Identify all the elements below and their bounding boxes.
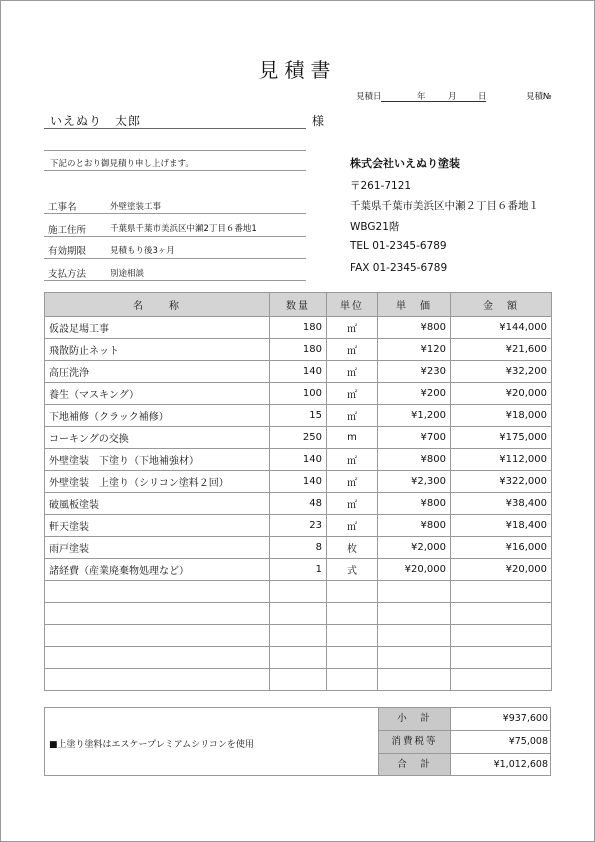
item-unit-price-cell: ¥20,000 <box>378 559 451 581</box>
item-name-cell: 飛散防止ネット <box>45 339 270 361</box>
item-quantity-cell: 48 <box>270 493 327 515</box>
item-quantity-cell: 140 <box>270 361 327 383</box>
item-unit-price-cell <box>378 669 451 691</box>
info-rule <box>44 258 306 259</box>
item-unit-price-cell: ¥2,000 <box>378 537 451 559</box>
document-title: 見積書 <box>258 58 337 82</box>
item-unit-price-cell <box>378 603 451 625</box>
item-unit-cell: m <box>327 427 378 449</box>
column-header-unit: 単位 <box>327 293 378 317</box>
info-rule <box>44 213 306 214</box>
item-quantity-cell <box>270 669 327 691</box>
item-name-cell <box>45 581 270 603</box>
item-unit-cell <box>327 603 378 625</box>
item-name-cell: 外壁塗装 下塗り（下地補強材） <box>45 449 270 471</box>
item-amount-cell <box>451 581 552 603</box>
column-header-amount: 金 額 <box>451 293 552 317</box>
item-unit-price-cell <box>378 647 451 669</box>
estimate-number-label: 見積№ <box>526 92 552 102</box>
item-amount-cell <box>451 669 552 691</box>
table-row <box>45 647 552 669</box>
info-label-validity: 有効期限 <box>48 246 87 257</box>
company-address-line1: 千葉県千葉市美浜区中瀬２丁目６番地１ <box>350 200 539 212</box>
item-amount-cell: ¥38,400 <box>451 493 552 515</box>
day-label: 日 <box>478 92 487 102</box>
item-amount-cell <box>451 625 552 647</box>
item-unit-price-cell: ¥120 <box>378 339 451 361</box>
item-amount-cell <box>451 603 552 625</box>
item-unit-price-cell: ¥800 <box>378 317 451 339</box>
item-name-cell: 外壁塗装 上塗り（シリコン塗料２回） <box>45 471 270 493</box>
intro-rule <box>44 150 306 151</box>
table-row <box>45 449 552 471</box>
column-header-name: 名 称 <box>45 293 270 317</box>
table-row <box>45 559 552 581</box>
item-name-cell <box>45 625 270 647</box>
intro-underline <box>44 170 306 171</box>
table-row <box>45 537 552 559</box>
item-amount-cell: ¥144,000 <box>451 317 552 339</box>
item-name-cell: コーキングの交換 <box>45 427 270 449</box>
item-quantity-cell <box>270 603 327 625</box>
tax-label: 消費税等 <box>378 731 450 754</box>
info-rule <box>44 280 306 281</box>
item-unit-cell: ㎡ <box>327 317 378 339</box>
table-row <box>45 625 552 647</box>
tax-value: ¥75,008 <box>450 731 551 754</box>
subtotal-value: ¥937,600 <box>450 708 551 731</box>
item-name-cell: 雨戸塗装 <box>45 537 270 559</box>
table-row <box>45 493 552 515</box>
item-name-cell: 諸経費（産業廃棄物処理など） <box>45 559 270 581</box>
item-unit-cell: ㎡ <box>327 383 378 405</box>
item-amount-cell: ¥18,400 <box>451 515 552 537</box>
item-unit-price-cell <box>378 581 451 603</box>
company-address-line2: WBG21階 <box>350 221 400 233</box>
item-amount-cell: ¥21,600 <box>451 339 552 361</box>
client-name: いえぬり 太郎 <box>50 114 142 128</box>
item-quantity-cell: 15 <box>270 405 327 427</box>
estimate-items-table <box>44 292 552 691</box>
table-row <box>45 339 552 361</box>
summary-box <box>44 707 551 776</box>
table-row <box>45 471 552 493</box>
item-unit-cell <box>327 625 378 647</box>
company-name: 株式会社いえぬり塗装 <box>350 157 460 170</box>
month-label: 月 <box>448 92 457 102</box>
table-row <box>45 669 552 691</box>
client-underline <box>44 128 306 129</box>
column-header-unit-price: 単 価 <box>378 293 451 317</box>
item-quantity-cell <box>270 647 327 669</box>
item-name-cell: 軒天塗装 <box>45 515 270 537</box>
company-postal: 〒261-7121 <box>350 180 412 192</box>
item-unit-cell: ㎡ <box>327 471 378 493</box>
item-unit-price-cell: ¥230 <box>378 361 451 383</box>
item-unit-cell <box>327 581 378 603</box>
company-fax: FAX 01-2345-6789 <box>350 262 448 274</box>
total-value: ¥1,012,608 <box>450 754 551 775</box>
item-unit-price-cell <box>378 625 451 647</box>
item-amount-cell: ¥18,000 <box>451 405 552 427</box>
estimate-date-underline <box>381 101 486 102</box>
info-value-address: 千葉県千葉市美浜区中瀬2丁目６番地1 <box>110 224 257 234</box>
estimate-date-label: 見積日 <box>356 92 382 102</box>
item-name-cell: 破風板塗装 <box>45 493 270 515</box>
item-name-cell <box>45 603 270 625</box>
info-rule <box>44 236 306 237</box>
table-row <box>45 603 552 625</box>
item-unit-cell <box>327 669 378 691</box>
item-quantity-cell: 250 <box>270 427 327 449</box>
item-unit-cell <box>327 647 378 669</box>
client-honorific: 様 <box>312 114 325 128</box>
column-header-quantity: 数量 <box>270 293 327 317</box>
item-amount-cell: ¥16,000 <box>451 537 552 559</box>
table-row <box>45 515 552 537</box>
year-label: 年 <box>417 92 426 102</box>
item-amount-cell: ¥32,200 <box>451 361 552 383</box>
table-row <box>45 317 552 339</box>
table-row <box>45 581 552 603</box>
item-unit-cell: ㎡ <box>327 493 378 515</box>
item-name-cell <box>45 669 270 691</box>
item-unit-cell: ㎡ <box>327 515 378 537</box>
item-quantity-cell: 140 <box>270 471 327 493</box>
item-unit-cell: ㎡ <box>327 339 378 361</box>
item-amount-cell: ¥112,000 <box>451 449 552 471</box>
subtotal-label: 小 計 <box>378 708 450 731</box>
info-value-payment: 別途相談 <box>110 269 145 279</box>
item-quantity-cell: 1 <box>270 559 327 581</box>
item-unit-price-cell: ¥1,200 <box>378 405 451 427</box>
item-amount-cell <box>451 647 552 669</box>
item-name-cell: 下地補修（クラック補修） <box>45 405 270 427</box>
item-quantity-cell: 23 <box>270 515 327 537</box>
item-amount-cell: ¥20,000 <box>451 559 552 581</box>
info-label-payment: 支払方法 <box>48 269 87 280</box>
item-quantity-cell: 180 <box>270 339 327 361</box>
item-unit-price-cell: ¥800 <box>378 493 451 515</box>
item-name-cell <box>45 647 270 669</box>
item-quantity-cell: 180 <box>270 317 327 339</box>
info-value-validity: 見積もり後3ヶ月 <box>110 246 175 256</box>
table-row <box>45 405 552 427</box>
item-quantity-cell <box>270 625 327 647</box>
table-row <box>45 427 552 449</box>
item-unit-cell: ㎡ <box>327 449 378 471</box>
table-row <box>45 361 552 383</box>
item-unit-cell: ㎡ <box>327 361 378 383</box>
intro-text: 下記のとおり御見積り申し上げます。 <box>50 159 194 169</box>
item-name-cell: 高圧洗浄 <box>45 361 270 383</box>
item-name-cell: 仮設足場工事 <box>45 317 270 339</box>
item-name-cell: 養生（マスキング） <box>45 383 270 405</box>
info-label-project: 工事名 <box>48 202 77 213</box>
item-amount-cell: ¥175,000 <box>451 427 552 449</box>
item-quantity-cell <box>270 581 327 603</box>
item-quantity-cell: 8 <box>270 537 327 559</box>
item-unit-cell: 式 <box>327 559 378 581</box>
info-label-address: 施工住所 <box>48 225 87 236</box>
item-unit-price-cell: ¥800 <box>378 449 451 471</box>
item-unit-cell: 枚 <box>327 537 378 559</box>
item-unit-price-cell: ¥700 <box>378 427 451 449</box>
table-row <box>45 383 552 405</box>
item-unit-price-cell: ¥2,300 <box>378 471 451 493</box>
info-value-project: 外壁塗装工事 <box>110 202 162 212</box>
item-quantity-cell: 100 <box>270 383 327 405</box>
summary-note: ■上塗り塗料はエスケープレミアムシリコンを使用 <box>49 740 254 750</box>
item-unit-price-cell: ¥200 <box>378 383 451 405</box>
item-quantity-cell: 140 <box>270 449 327 471</box>
item-unit-price-cell: ¥800 <box>378 515 451 537</box>
total-label: 合 計 <box>378 754 450 775</box>
table-header-row <box>45 293 552 317</box>
company-tel: TEL 01-2345-6789 <box>350 240 447 252</box>
item-unit-cell: ㎡ <box>327 405 378 427</box>
item-amount-cell: ¥322,000 <box>451 471 552 493</box>
item-amount-cell: ¥20,000 <box>451 383 552 405</box>
